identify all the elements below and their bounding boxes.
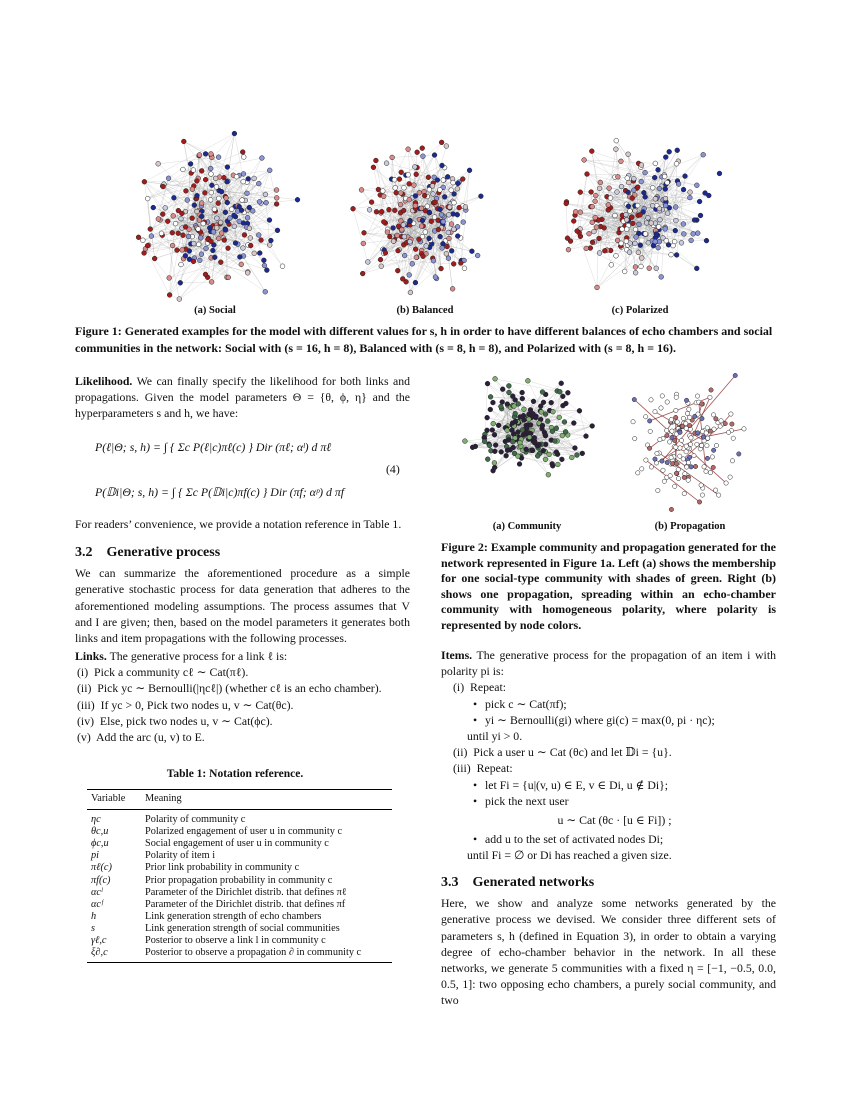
table-row — [87, 875, 392, 887]
figure1-caption: Figure 1: Generated examples for the model with different values for s, h in order to have different balances of echo chambers and social communities in the network: Social with (s = 16, h = 8), Balanced with (s = 8, h = 8), and Polarized with (s = 8, h = 16). — [75, 324, 773, 355]
equation-links: P(ℓ|Θ; s, h) = ∫ { Σc P(ℓ|c)πℓ(c) } Dir (πℓ; αˡ) d πℓ — [95, 440, 332, 454]
likelihood-heading: Likelihood. — [75, 374, 133, 388]
items-process — [441, 647, 776, 864]
table-variable: θc,u — [91, 826, 109, 838]
items-text: The generative process for the propagation of an item i with polarity pi is: — [441, 648, 776, 679]
table-meaning: Polarized engagement of user u in community c — [145, 826, 343, 838]
table-row — [87, 810, 392, 827]
items-heading: Items. — [441, 648, 473, 662]
links-text: The generative process for a link ℓ is: — [109, 649, 288, 663]
equation-number: (4) — [386, 462, 400, 476]
items-step: (iii) Repeat: — [453, 761, 513, 776]
links-step: (v) Add the arc (u, v) to E. — [77, 730, 205, 745]
table-row — [87, 887, 392, 899]
items-step: until Fi = ∅ or Di has reached a given size. — [467, 848, 672, 863]
table-variable: ϕc,u — [91, 838, 109, 850]
links-step: (iii) If yc > 0, Pick two nodes u, v ∼ Cat(θc). — [77, 697, 294, 712]
likelihood-text: We can finally specify the likelihood for both links and propagations. Given the model parameters Θ = {θ, ϕ, η} and the hyperparameters s and h, we have: — [75, 374, 410, 421]
items-step: • let Fi = {u|(v, u) ∈ E, v ∈ Di, u ∉ Di}; — [473, 777, 776, 793]
table-variable: αcᶠ — [91, 898, 103, 910]
links-step: (i) Pick a community cℓ ∼ Cat(πℓ). — [77, 665, 249, 680]
table-variable: h — [91, 910, 97, 922]
links-step: (ii) Pick yc ∼ Bernoulli(|ηcℓ|) (whether cℓ is an echo chamber). — [77, 681, 382, 696]
section-3-2-text: We can summarize the aforementioned procedure as a simple generative stochastic process for data generation that adheres to the aforementioned modeling assumptions. The process assumes that V and I are given; then, based on the model parameters it generates both links and item propagations with the following processes. — [75, 566, 410, 646]
figure2-propagation-graph — [612, 370, 762, 515]
notation-table — [87, 789, 392, 963]
equation-propagations: P(𝔻i|Θ; s, h) = ∫ { Σc P(𝔻i|c)πf(c) } Dir (πf; αᵖ) d πf — [95, 485, 345, 499]
table-meaning: Social engagement of user u in community c — [145, 838, 329, 850]
table-header-meaning: Meaning — [145, 793, 182, 804]
table-header-variable: Variable — [91, 793, 126, 804]
links-process — [75, 648, 410, 745]
items-step: • add u to the set of activated nodes Di; — [473, 831, 776, 847]
table-meaning: Prior link probability in community c — [145, 862, 300, 874]
figure1-subcaption-a: (a) Social — [194, 305, 236, 316]
figure1-subcaption-b: (b) Balanced — [396, 305, 454, 316]
items-step: • pick c ∼ Cat(πf); — [473, 696, 776, 712]
figure1-polarized-graph — [545, 128, 730, 306]
figure1-balanced-graph — [340, 128, 510, 306]
table-variable: pi — [91, 850, 100, 862]
links-steps — [77, 664, 410, 745]
table-variable: πℓ(c) — [91, 862, 112, 874]
figure1-social-graph — [120, 128, 310, 306]
table-meaning: Link generation strength of echo chambers — [145, 910, 322, 922]
links-heading: Links. — [75, 649, 107, 663]
table-meaning: Polarity of community c — [145, 814, 246, 826]
convenience-text: For readers’ convenience, we provide a notation reference in Table 1. — [75, 517, 402, 531]
table-row — [87, 862, 392, 874]
table-row — [87, 850, 392, 862]
items-step: until yi > 0. — [467, 729, 523, 744]
table-meaning: Posterior to observe a propagation ∂ in community c — [145, 947, 362, 959]
figure1-subcaption-c: (c) Polarized — [611, 305, 669, 316]
table-variable: πf(c) — [91, 874, 111, 886]
links-step: (iv) Else, pick two nodes u, v ∼ Cat(ϕc). — [77, 713, 273, 728]
table-meaning: Prior propagation probability in community c — [145, 874, 333, 886]
items-step-formula: u ∼ Cat (θc · [u ∈ Fi]) ; — [557, 813, 672, 828]
table-meaning: Parameter of the Dirichlet distrib. that defines πf — [145, 898, 346, 910]
table-row — [87, 947, 392, 962]
table-row — [87, 838, 392, 850]
table-variable: s — [91, 922, 96, 934]
items-step: • pick the next user — [473, 793, 776, 809]
table-variable: αcˡ — [91, 886, 103, 898]
table-variable: ξ∂,c — [91, 947, 108, 959]
figure2-subcaption-a: (a) Community — [492, 521, 562, 532]
table-row — [87, 935, 392, 947]
section-3-3-text: Here, we show and analyze some networks generated by the generative process we devised. We consider three different sets of parameters s, h (defined in Equation 3), in order to obtain a varying degree of echo-chamber behavior in the network. In all these networks, we generate 5 communities with a fixed η = [−1, −0.5, 0.0, 0.5, 1]: two opposing echo chambers, a purely social community, and two — [441, 896, 776, 1008]
items-step: • yi ∼ Bernoulli(gi) where gi(c) = max(0, pi · ηc); — [473, 712, 776, 728]
table-meaning: Posterior to observe a link l in community c — [145, 935, 326, 947]
items-step: (i) Repeat: — [453, 680, 507, 695]
table-variable: γℓ,c — [91, 935, 107, 947]
likelihood-paragraph — [75, 373, 410, 422]
table-meaning: Polarity of item i — [145, 850, 216, 862]
table-variable: ηc — [91, 814, 101, 826]
table-row — [87, 923, 392, 935]
figure2-subcaption-b: (b) Propagation — [654, 521, 726, 532]
table-meaning: Link generation strength of social communities — [145, 922, 340, 934]
table1-title: Table 1: Notation reference. — [166, 768, 304, 780]
table-row — [87, 899, 392, 911]
section-3-3-heading: 3.3 Generated networks — [441, 875, 595, 890]
section-3-2-heading: 3.2 Generative process — [75, 545, 221, 560]
table-row — [87, 826, 392, 838]
figure2-community-graph — [452, 370, 602, 490]
section-3-3 — [441, 875, 776, 1009]
section-3-2 — [75, 545, 410, 646]
figure2-caption: Figure 2: Example community and propagation generated for the network represented in Figure 1a. Left (a) shows the membership for one social-type community with shades of green. Right (b) shows one propagation, spreading within an echo-chamber community with homogeneous polarity, where polarity is represented by node colors. — [441, 540, 776, 632]
table-row — [87, 911, 392, 923]
items-step: (ii) Pick a user u ∼ Cat (θc) and let 𝔻i = {u}. — [453, 745, 672, 760]
table-meaning: Parameter of the Dirichlet distrib. that defines πℓ — [145, 886, 347, 898]
